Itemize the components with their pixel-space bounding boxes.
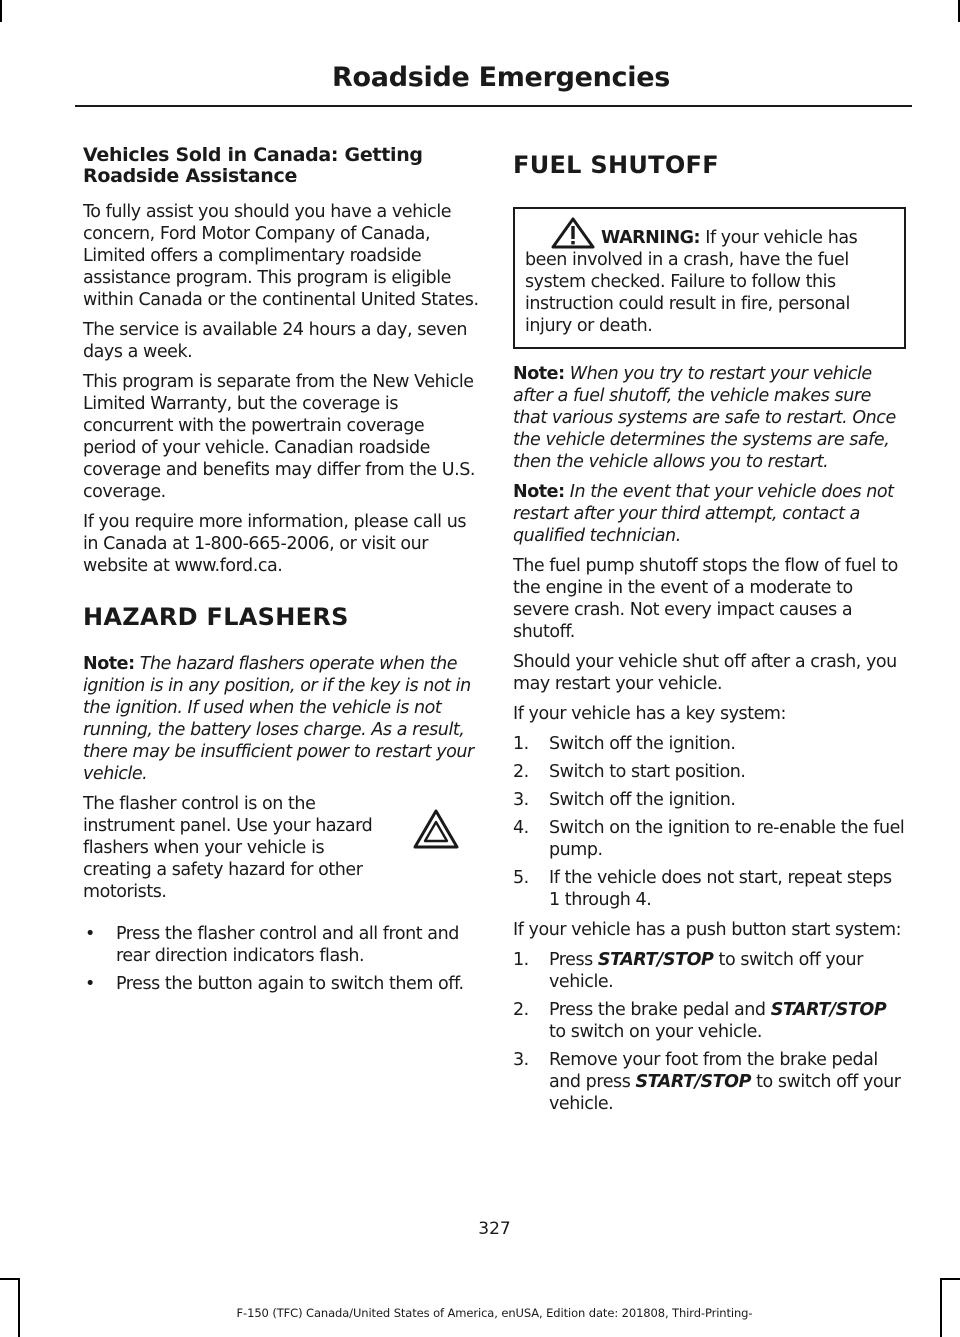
list-item — [513, 1049, 906, 1115]
list-item — [513, 733, 906, 755]
canada-paragraph-3: This program is separate from the New Vehicle Limited Warranty, but the coverage is concurrent with the powertrain coverage period of your vehicle. Canadian roadside coverage and benefits may differ from the U.S. coverage. — [83, 372, 476, 502]
note-text: In the event that your vehicle does not restart after your third attempt, contact a qualified technician. — [513, 482, 894, 546]
list-item — [83, 923, 481, 967]
fuel-paragraph-1: The fuel pump shutoff stops the flow of fuel to the engine in the event of a moderate to severe crash. Not every impact causes a shutoff. — [513, 556, 898, 642]
fuel-paragraph-2: Should your vehicle shut off after a crash, you may restart your vehicle. — [513, 652, 897, 694]
step-number: 5. — [513, 868, 529, 888]
warning-triangle-icon — [551, 217, 595, 249]
crop-mark-bottom-left — [0, 1278, 20, 1280]
list-item — [513, 817, 906, 861]
step-text-a: Press — [549, 950, 598, 970]
step-number: 1. — [513, 734, 529, 754]
list-item — [513, 999, 906, 1043]
edition-footer: F-150 (TFC) Canada/United States of America, enUSA, Edition date: 201808, Third-Printing- — [236, 1306, 753, 1320]
page-number: 327 — [478, 1219, 511, 1239]
page-header-title: Roadside Emergencies — [332, 62, 670, 93]
header-rule — [75, 105, 912, 107]
key-system-steps — [513, 733, 906, 911]
push-button-intro: If your vehicle has a push button start system: — [513, 920, 902, 940]
start-stop-label: START/STOP — [597, 950, 714, 970]
bullet-text: Press the button again to switch them off. — [116, 974, 464, 994]
list-item — [513, 867, 906, 911]
fuel-shutoff-heading: FUEL SHUTOFF — [513, 151, 719, 179]
note-label: Note: — [513, 364, 565, 384]
canada-paragraph-4: If you require more information, please call us in Canada at 1-800-665-2006, or visit our website at www.ford.ca. — [83, 512, 466, 576]
step-text: Switch off the ignition. — [549, 790, 736, 810]
step-text-b: to switch on your vehicle. — [549, 1022, 763, 1042]
canada-assistance-heading: Vehicles Sold in Canada: Getting Roadside Assistance — [83, 144, 423, 187]
hazard-note — [83, 653, 481, 785]
bullet-marker: • — [85, 924, 95, 944]
canada-paragraph-1: To fully assist you should you have a vehicle concern, Ford Motor Company of Canada, Limited offers a complimentary roadside assistance program. This program is eligible within Canada or the continental United States. — [83, 202, 479, 310]
note-text: When you try to restart your vehicle after a fuel shutoff, the vehicle makes sure that various systems are safe to restart. Once the vehicle determines the systems are safe, then the vehicle allows you to restart. — [513, 364, 896, 472]
start-stop-label: START/STOP — [635, 1072, 751, 1092]
step-text: Switch off the ignition. — [549, 734, 736, 754]
step-number: 1. — [513, 950, 529, 970]
hazard-control-block — [83, 793, 481, 911]
step-number: 3. — [513, 1050, 529, 1070]
step-text: Switch to start position. — [549, 762, 746, 782]
step-text-a: Press the brake pedal and — [549, 1000, 771, 1020]
key-system-intro: If your vehicle has a key system: — [513, 704, 786, 724]
crop-mark-bottom-right — [940, 1278, 960, 1280]
right-column — [513, 145, 906, 1123]
hazard-paragraph: The flasher control is on the instrument panel. Use your hazard flashers when your vehicle is creating a safety hazard for other motorists. — [83, 794, 373, 902]
step-number: 3. — [513, 790, 529, 810]
warning-label: WARNING: — [601, 228, 701, 248]
step-text: Switch on the ignition to re-enable the fuel pump. — [549, 818, 905, 860]
start-stop-label: START/STOP — [770, 1000, 887, 1020]
step-text-a: Remove your foot from the brake pedal and press — [549, 1050, 878, 1092]
left-column — [83, 145, 481, 1003]
fuel-note-1 — [513, 363, 906, 473]
fuel-warning-text-block — [525, 217, 892, 337]
hazard-triangle-icon — [391, 796, 481, 862]
bullet-text: Press the flasher control and all front and rear direction indicators flash. — [116, 924, 459, 966]
step-number: 2. — [513, 762, 529, 782]
hazard-bullet-list — [83, 923, 481, 995]
push-button-steps — [513, 949, 906, 1115]
bullet-marker: • — [85, 974, 95, 994]
step-text: If the vehicle does not start, repeat steps 1 through 4. — [549, 868, 892, 910]
step-text-b: to switch off your vehicle. — [549, 1072, 901, 1114]
step-number: 4. — [513, 818, 529, 838]
fuel-note-2 — [513, 481, 906, 547]
note-label: Note: — [513, 482, 565, 502]
step-text-b: to switch off your vehicle. — [549, 950, 863, 992]
canada-paragraph-2: The service is available 24 hours a day, seven days a week. — [83, 320, 468, 362]
list-item — [513, 949, 906, 993]
list-item — [513, 761, 906, 783]
warning-text: If your vehicle has been involved in a crash, have the fuel system checked. Failure to follow this instruction could result in fire, personal injury or death. — [525, 228, 858, 336]
hazard-note-text: The hazard flashers operate when the ignition is in any position, or if the key is not in the ignition. If used when the vehicle is not running, the battery loses charge. As a result, there may be insufficient power to restart your vehicle. — [83, 654, 474, 784]
crop-mark-top-left — [0, 0, 2, 22]
list-item — [83, 973, 481, 995]
list-item — [513, 789, 906, 811]
fuel-warning-box — [513, 207, 906, 349]
step-number: 2. — [513, 1000, 529, 1020]
hazard-note-label: Note: — [83, 654, 135, 674]
hazard-flashers-heading: HAZARD FLASHERS — [83, 603, 349, 631]
